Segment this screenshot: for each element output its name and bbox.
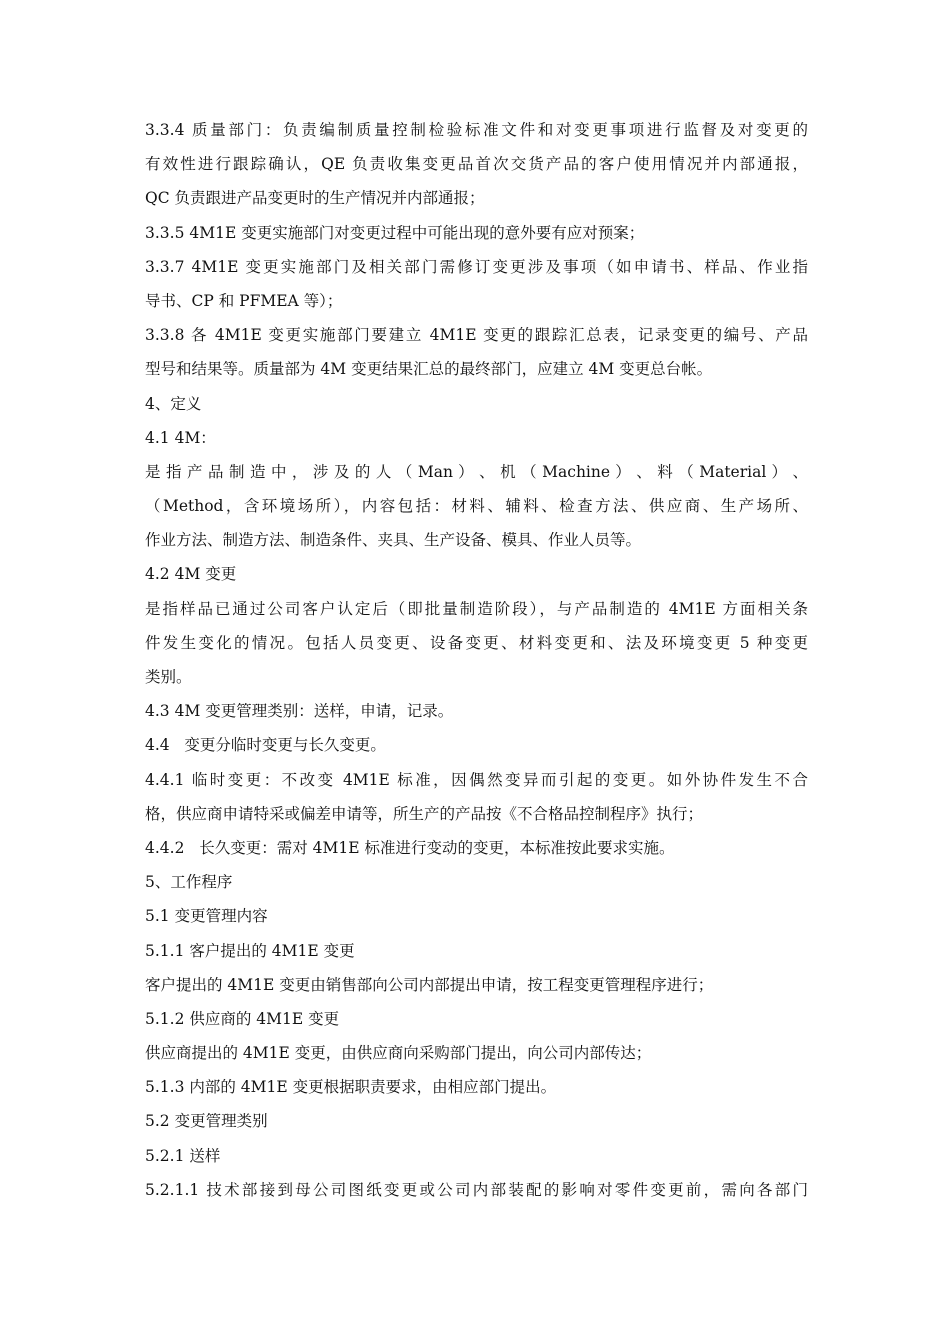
text-line: 是指样品已通过公司客户认定后（即批量制造阶段），与产品制造的 4M1E 方面相关条 [145,599,808,618]
text-line: 类别。 [145,668,192,686]
text-line: 5、工作程序 [145,873,233,892]
text-line: 5.1.1 客户提出的 4M1E 变更 [145,941,355,960]
text-line: 3.3.5 4M1E 变更实施部门对变更过程中可能出现的意外要有应对预案； [145,223,645,242]
text-line: QC 负责跟进产品变更时的生产情况并内部通报； [145,189,485,208]
text-line: 格，供应商申请特采或偏差申请等，所生产的产品按《不合格品控制程序》执行； [145,804,704,823]
text-line: 5.2.1 送样 [145,1146,221,1165]
text-line: 5.1.3 内部的 4M1E 变更根据职责要求，由相应部门提出。 [145,1078,557,1097]
text-line: 3.3.7 4M1E 变更实施部门及相关部门需修订变更涉及事项（如申请书、样品、作业指 [145,257,808,276]
text-line: 4.4 变更分临时变更与长久变更。 [145,736,386,755]
text-line: 件发生变化的情况。包括人员变更、设备变更、材料变更和、法及环境变更 5 种变更 [145,633,808,652]
text-line: 4.4.1 临时变更：不改变 4M1E 标准，因偶然变异而引起的变更。如外协件发生不合 [145,770,808,789]
text-line: 5.2 变更管理类别 [145,1112,268,1131]
text-line: 型号和结果等。质量部为 4M 变更结果汇总的最终部门，应建立 4M 变更总台帐。 [145,360,713,379]
text-line: 3.3.4 质量部门：负责编制质量控制检验标准文件和对变更事项进行监督及对变更的 [145,121,808,139]
text-line: 5.1.2 供应商的 4M1E 变更 [145,1009,340,1028]
text-line: 3.3.8 各 4M1E 变更实施部门要建立 4M1E 变更的跟踪汇总表，记录变更的编号、产品 [145,326,808,345]
text-line: 供应商提出的 4M1E 变更，由供应商向采购部门提出，向公司内部传达； [145,1044,652,1063]
text-line: 4.4.2 长久变更：需对 4M1E 标准进行变动的变更，本标准按此要求实施。 [145,838,675,857]
text-line: 4.3 4M 变更管理类别：送样，申请，记录。 [145,702,454,721]
text-line: 是 指 产 品 制 造 中 ， 涉 及 的 人 （ Man ） 、 机 （ Machine ） 、 料 （ Material ） 、 [145,462,808,481]
text-line: （Method，含环境场所），内容包括：材料、辅料、检查方法、供应商、生产场所、 [145,497,808,516]
text-line: 4.1 4M： [145,428,216,447]
text-line: 作业方法、制造方法、制造条件、夹具、生产设备、模具、作业人员等。 [145,531,642,550]
text-line: 5.2.1.1 技术部接到母公司图纸变更或公司内部装配的影响对零件变更前，需向各部门 [145,1180,808,1199]
text-line: 4、定义 [145,394,202,413]
document-body [145,113,808,1207]
text-line: 5.1 变更管理内容 [145,907,268,926]
text-line: 有效性进行跟踪确认，QE 负责收集变更品首次交货产品的客户使用情况并内部通报， [145,155,808,174]
text-line: 导书、CP 和 PFMEA 等）； [145,291,343,310]
text-line: 4.2 4M 变更 [145,565,237,584]
text-line: 客户提出的 4M1E 变更由销售部向公司内部提出申请，按工程变更管理程序进行； [145,975,714,994]
